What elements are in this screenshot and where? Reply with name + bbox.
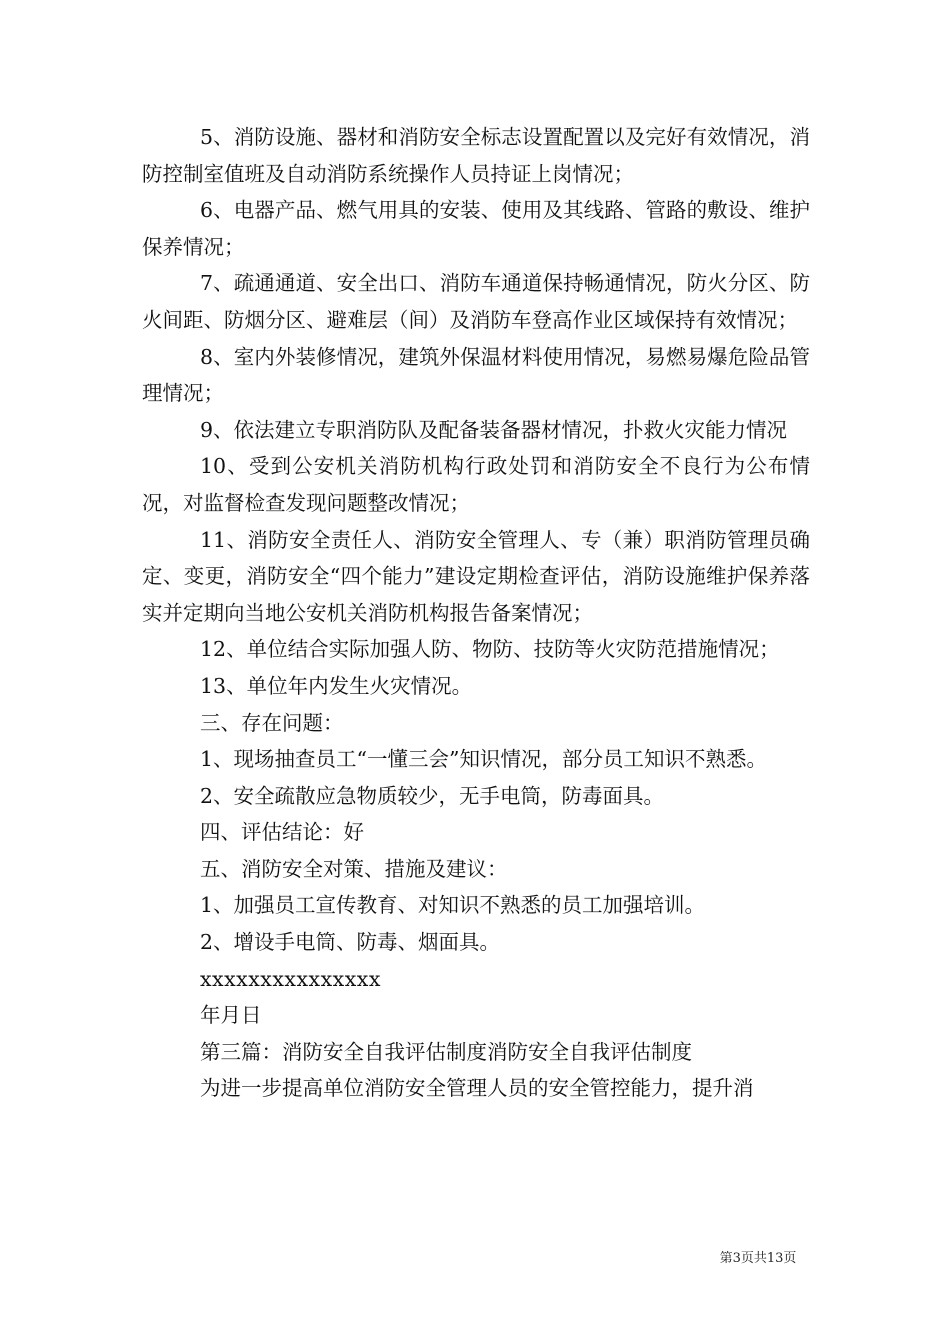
paragraph-item-5: 5、消防设施、器材和消防安全标志设置配置以及完好有效情况，消防控制室值班及自动消防系统操作人员持证上岗情况； [142,125,810,186]
paragraph-item-8: 8、室内外装修情况，建筑外保温材料使用情况，易燃易爆危险品管理情况； [142,344,810,406]
paragraph-item-7: 7、疏通通道、安全出口、消防车通道保持畅通情况，防火分区、防火间距、防烟分区、避难层（间）及消防车登高作业区域保持有效情况； [142,271,810,332]
date-line: 年月日 [200,1003,262,1028]
page-number-label: 第3页共13页 [719,1251,797,1266]
chapter-title: 第三篇：消防安全自我评估制度消防安全自我评估制度 [200,1039,692,1064]
problem-item-1: 1、现场抽查员工“一懂三会”知识情况，部分员工知识不熟悉。 [200,747,768,772]
section-heading-conclusion: 四、评估结论：好 [200,820,364,845]
measure-item-1: 1、加强员工宣传教育、对知识不熟悉的员工加强培训。 [200,893,706,918]
paragraph-item-12: 12、单位结合实际加强人防、物防、技防等火灾防范措施情况； [200,637,780,662]
section-heading-problems: 三、存在问题： [200,710,344,735]
problem-item-2: 2、安全疏散应急物质较少，无手电筒，防毒面具。 [200,783,665,808]
paragraph-item-9: 9、依法建立专职消防队及配备装备器材情况，扑救火灾能力情况 [200,417,788,442]
paragraph-item-13: 13、单位年内发生火灾情况。 [200,673,473,698]
document-body [142,119,810,1107]
page-footer [0,1247,950,1266]
section-heading-measures: 五、消防安全对策、措施及建议： [200,856,508,881]
intro-paragraph: 为进一步提高单位消防安全管理人员的安全管控能力，提升消 [200,1076,754,1101]
paragraph-item-10: 10、受到公安机关消防机构行政处罚和消防安全不良行为公布情况，对监督检查发现问题整改情况； [142,454,810,515]
paragraph-item-6: 6、电器产品、燃气用具的安装、使用及其线路、管路的敷设、维护保养情况； [142,198,810,259]
paragraph-item-11: 11、消防安全责任人、消防安全管理人、专（兼）职消防管理员确定、变更，消防安全“四个能力”建设定期检查评估，消防设施维护保养落实并定期向当地公安机关消防机构报告备案情况； [142,527,810,625]
measure-item-2: 2、增设手电筒、防毒、烟面具。 [200,930,501,955]
signature-line: xxxxxxxxxxxxxxx [200,966,381,991]
